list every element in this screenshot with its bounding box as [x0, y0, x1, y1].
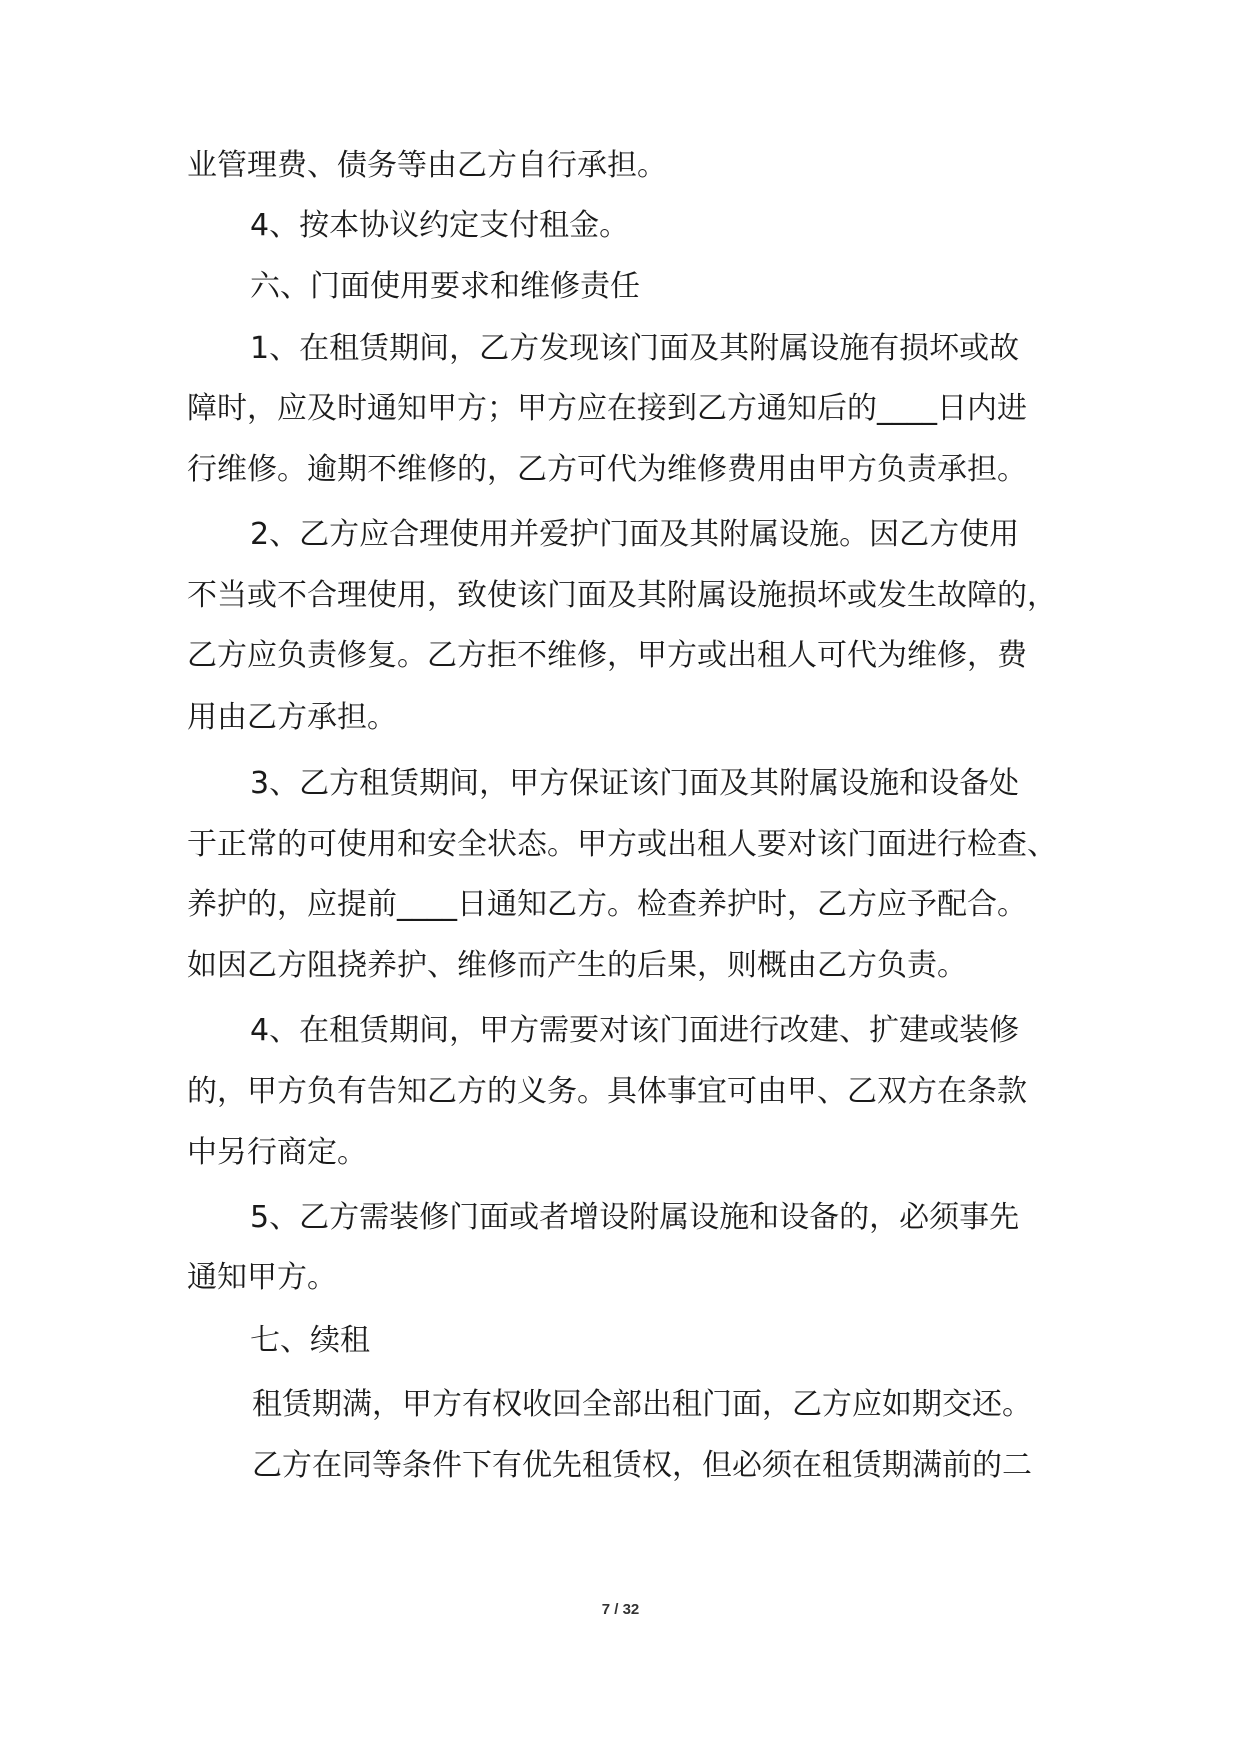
text-line: 如因乙方阻挠养护、维修而产生的后果，则概由乙方负责。 — [187, 948, 967, 983]
section-heading: 六、门面使用要求和维修责任 — [250, 269, 640, 304]
text-line: 4、在租赁期间，甲方需要对该门面进行改建、扩建或装修 — [250, 1013, 1020, 1048]
text-line: 行维修。逾期不维修的，乙方可代为维修费用由甲方负责承担。 — [187, 452, 1027, 487]
text-line: 租赁期满，甲方有权收回全部出租门面，乙方应如期交还。 — [252, 1387, 1032, 1422]
text-line: 中另行商定。 — [187, 1135, 367, 1170]
text-line: 障时，应及时通知甲方；甲方应在接到乙方通知后的____日内进 — [187, 391, 1027, 426]
text-line: 2、乙方应合理使用并爱护门面及其附属设施。因乙方使用 — [250, 517, 1020, 552]
text-line: 业管理费、债务等由乙方自行承担。 — [187, 148, 667, 183]
page-number: 7 / 32 — [601, 1601, 640, 1618]
text-line: 5、乙方需装修门面或者增设附属设施和设备的，必须事先 — [250, 1200, 1020, 1235]
text-line: 3、乙方租赁期间，甲方保证该门面及其附属设施和设备处 — [250, 766, 1020, 801]
text-line: 的，甲方负有告知乙方的义务。具体事宜可由甲、乙双方在条款 — [187, 1074, 1027, 1109]
text-line: 通知甲方。 — [187, 1260, 337, 1295]
text-line: 于正常的可使用和安全状态。甲方或出租人要对该门面进行检查、 — [187, 827, 1057, 862]
text-line: 养护的，应提前____日通知乙方。检查养护时，乙方应予配合。 — [187, 887, 1027, 922]
text-line: 乙方在同等条件下有优先租赁权，但必须在租赁期满前的二 — [252, 1448, 1032, 1483]
text-line: 不当或不合理使用，致使该门面及其附属设施损坏或发生故障的， — [187, 578, 1057, 613]
section-heading: 七、续租 — [250, 1323, 370, 1358]
text-line: 乙方应负责修复。乙方拒不维修，甲方或出租人可代为维修，费 — [187, 638, 1027, 673]
text-line: 4、按本协议约定支付租金。 — [250, 208, 630, 243]
text-line: 1、在租赁期间，乙方发现该门面及其附属设施有损坏或故 — [250, 331, 1020, 366]
text-line: 用由乙方承担。 — [187, 700, 397, 735]
